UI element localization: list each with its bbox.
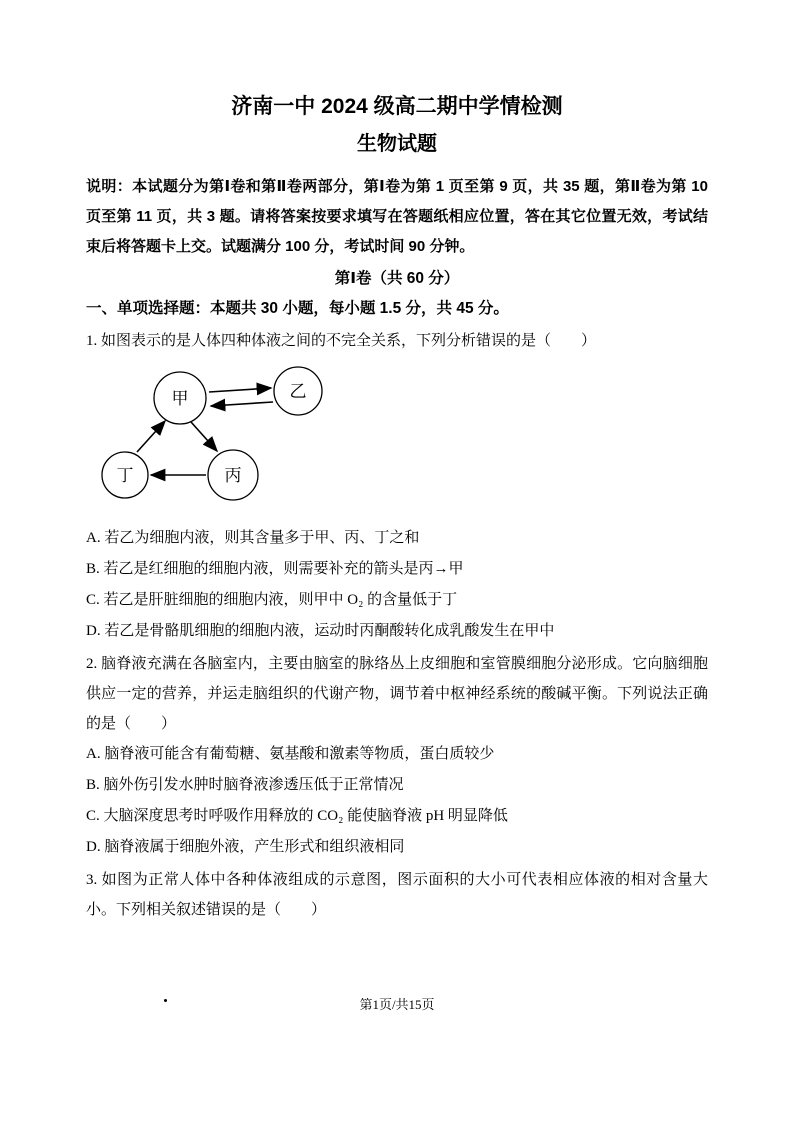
question-3-text: 3. 如图为正常人体中各种体液组成的示意图，图示面积的大小可代表相应体液的相对含量大小。下列相关叙述错误的是（ ）: [86, 872, 708, 918]
diagram-node-bing-label: 丙: [224, 466, 242, 485]
question-2-text: 2. 脑脊液充满在各脑室内，主要由脑室的脉络丛上皮细胞和室管膜细胞分泌形成。它向脑细胞供应一定的营养，并运走脑组织的代谢产物，调节着中枢神经系统的酸碱平衡。下列说法正确的是（ ）: [86, 656, 708, 732]
option: B. 若乙是红细胞的细胞内液，则需要补充的箭头是丙→甲: [86, 561, 464, 577]
option: D. 若乙是骨骼肌细胞的细胞内液，运动时丙酮酸转化成乳酸发生在甲中: [86, 623, 555, 639]
page-number-footer: 第1页/共15页: [359, 997, 435, 1012]
question-1-text: 1. 如图表示的是人体四种体液之间的不完全关系，下列分析错误的是（ ）: [86, 333, 597, 349]
arrow-ding-to-jia: [137, 421, 165, 452]
option: A. 脑脊液可能含有葡萄糖、氨基酸和激素等物质，蛋白质较少: [86, 746, 495, 762]
option: A. 若乙为细胞内液，则其含量多于甲、丙、丁之和: [86, 530, 420, 546]
diagram-node-ding-label: 丁: [116, 466, 134, 485]
page-subtitle: 生物试题: [357, 133, 437, 155]
question-2: [86, 649, 708, 863]
diagram-node-jia-label: 甲: [171, 389, 189, 408]
arrow-jia-to-yi: [209, 388, 271, 392]
arrow-yi-to-jia: [211, 402, 273, 406]
question-1-options: [86, 523, 708, 647]
section-header: 第Ⅰ卷（共 60 分）: [334, 270, 460, 287]
diagram-node-yi-label: 乙: [289, 382, 307, 401]
option: D. 脑脊液属于细胞外液，产生形式和组织液相同: [86, 839, 405, 855]
arrow-jia-to-bing: [191, 422, 217, 451]
body-fluid-diagram: [92, 362, 708, 519]
question-3: [86, 865, 708, 925]
question-1: [86, 326, 708, 647]
page-title: 济南一中 2024 级高二期中学情检测: [231, 95, 563, 118]
part-header: 一、单项选择题：本题共 30 小题，每小题 1.5 分，共 45 分。: [86, 300, 509, 317]
question-2-options: [86, 739, 708, 863]
option: C. 若乙是肝脏细胞的细胞内液，则甲中 O₂ 的含量低于丁: [86, 592, 458, 608]
body-fluid-diagram-svg: [92, 362, 392, 514]
option: C. 大脑深度思考时呼吸作用释放的 CO₂ 能使脑脊液 pH 明显降低: [86, 808, 508, 824]
option: B. 脑外伤引发水肿时脑脊液渗透压低于正常情况: [86, 777, 404, 793]
exam-instructions: 说明：本试题分为第Ⅰ卷和第Ⅱ卷两部分，第Ⅰ卷为第 1 页至第 9 页，共 35 题，第Ⅱ卷为第 10 页至第 11 页，共 3 题。请将答案按要求填写在答题纸相应位置，答在其它位置无效，考试结束后将答题卡上交。试题满分 100 分，考试时间 90 分钟。: [86, 178, 708, 255]
